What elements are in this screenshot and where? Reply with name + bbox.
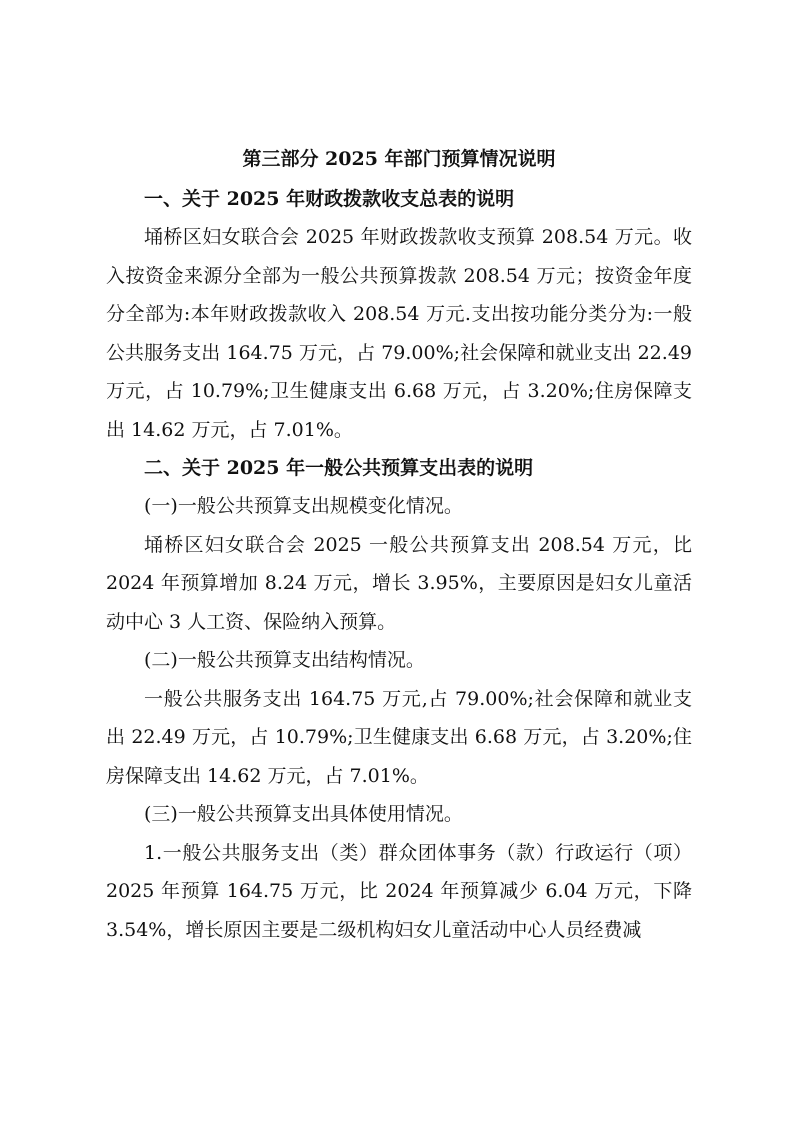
section-1-heading: 一、关于 2025 年财政拨款收支总表的说明 bbox=[144, 188, 515, 210]
subsection-2-heading: (二)一般公共预算支出结构情况。 bbox=[144, 649, 425, 671]
document-title: 第三部分 2025 年部门预算情况说明 bbox=[242, 148, 556, 170]
subsection-3-paragraph: 1.一般公共服务支出（类）群众团体事务（款）行政运行（项）2025 年预算 164.75 万元，比 2024 年预算减少 6.04 万元，下降 3.54%，增长原因主要是二级机构妇女儿童活动中心人员经费减 bbox=[106, 841, 692, 941]
section-1-paragraph: 埇桥区妇女联合会 2025 年财政拨款收支预算 208.54 万元。收入按资金来源分全部为一般公共预算拨款 208.54 万元；按资金年度分全部为:本年财政拨款收入 208.54 万元.支出按功能分类分为:一般公共服务支出 164.75 万元，占 79.00%;社会保障和就业支出 22.49 万元，占 10.79%;卫生健康支出 6.68 万元，占 3.20%;住房保障支出 14.62 万元，占 7.01%。 bbox=[106, 226, 692, 441]
document-page bbox=[106, 146, 692, 949]
subsection-1-paragraph: 埇桥区妇女联合会 2025 一般公共预算支出 208.54 万元，比 2024 年预算增加 8.24 万元，增长 3.95%，主要原因是妇女儿童活动中心 3 人工资、保险纳入预算。 bbox=[106, 533, 692, 633]
section-2-heading: 二、关于 2025 年一般公共预算支出表的说明 bbox=[144, 457, 534, 479]
subsection-2-paragraph: 一般公共服务支出 164.75 万元,占 79.00%;社会保障和就业支出 22.49 万元，占 10.79%;卫生健康支出 6.68 万元，占 3.20%;住房保障支出 14.62 万元，占 7.01%。 bbox=[106, 687, 692, 787]
subsection-3-heading: (三)一般公共预算支出具体使用情况。 bbox=[144, 803, 463, 825]
subsection-1-heading: (一)一般公共预算支出规模变化情况。 bbox=[144, 495, 463, 517]
